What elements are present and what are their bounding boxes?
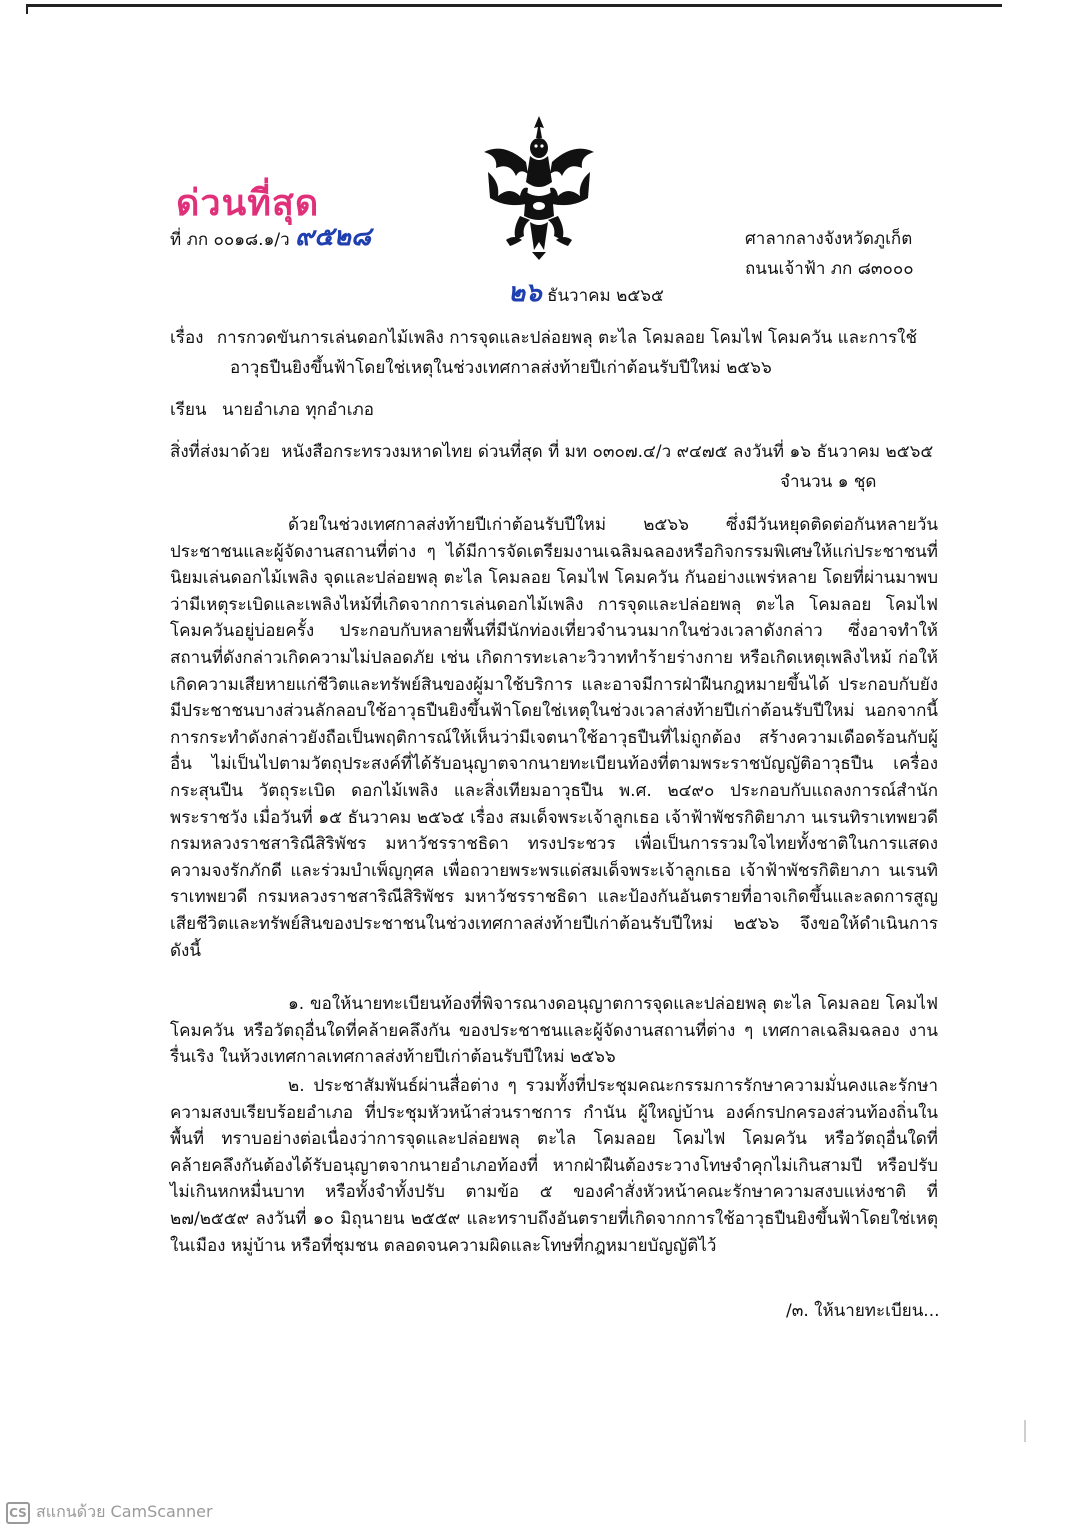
scan-margin-mark [1024,1420,1026,1442]
reference-handwritten-number: ๙๕๒๘ [295,222,371,252]
date-month-year: ธันวาคม ๒๕๖๕ [547,286,664,306]
top-border-line [26,4,1002,7]
addressee-text: นายอำเภอ ทุกอำเภอ [221,400,374,420]
garuda-emblem-icon [476,112,602,262]
addressee-label: เรียน [170,400,207,420]
camscanner-logo-icon: CS [6,1502,30,1524]
addressee [170,399,374,421]
subject-line2: อาวุธปืนยิงขึ้นฟ้าโดยใช่เหตุในช่วงเทศกาลส่งท้ายปีเก่าต้อนรับปีใหม่ ๒๕๖๖ [230,358,772,378]
subject-text1: การกวดขันการเล่นดอกไม้เพลิง การจุดและปล่อยพลุ ตะไล โคมลอย โคมไฟ โคมควัน และการใช้ [216,328,917,348]
enclosure-text: หนังสือกระทรวงมหาดไทย ด่วนที่สุด ที่ มท ๐๓๐๗.๔/ว ๙๔๗๕ ลงวันที่ ๑๖ ธันวาคม ๒๕๖๕ [281,442,934,462]
enclosure-label: สิ่งที่ส่งมาด้วย [170,442,270,462]
reference-prefix: ที่ ภก ๐๐๑๘.๑/ว [170,230,290,250]
enclosure-count: จำนวน ๑ ชุด [780,472,877,492]
office-address-line2: ถนนเจ้าฟ้า ภก ๘๓๐๐๐ [745,259,914,279]
reference-number [170,222,371,252]
office-address-line1: ศาลากลางจังหวัดภูเก็ต [745,229,913,249]
page-continuation: /๓. ให้นายทะเบียน... [786,1301,940,1321]
date-day-handwritten: ๒๖ [508,278,542,308]
urgent-stamp: ด่วนที่สุด [176,183,320,224]
subject-label: เรื่อง [170,328,204,348]
body-paragraph-1: ด้วยในช่วงเทศกาลส่งท้ายปีเก่าต้อนรับปีใหม่ ๒๕๖๖ ซึ่งมีวันหยุดติดต่อกันหลายวัน ประชาชนและผู้จัดงานสถานที่ต่าง ๆ ได้มีการจัดเตรียมงานเฉลิมฉลองหรือกิจกรรมพิเศษให้แก่ประชาชนที่นิยมเล่นดอกไม้เพลิง จุดและปล่อยพลุ ตะไล โคมลอย โคมไฟ โคมควัน กันอย่างแพร่หลาย โดยที่ผ่านมาพบว่ามีเหตุระเบิดและเพลิงไหม้ที่เกิดจากการเล่นดอกไม้เพลิง การจุดและปล่อยพลุ ตะไล โคมลอย โคมไฟ โคมควันอยู่บ่อยครั้ง ประกอบกับหลายพื้นที่มีนักท่องเที่ยวจำนวนมากในช่วงเวลาดังกล่าว ซึ่งอาจทำให้สถานที่ดังกล่าวเกิดความไม่ปลอดภัย เช่น เกิดการทะเลาะวิวาททำร้ายร่างกาย หรือเกิดเหตุเพลิงไหม้ ก่อให้เกิดความเสียหายแก่ชีวิตและทรัพย์สินของผู้มาใช้บริการ และอาจมีการฝ่าฝืนกฎหมายขึ้นได้ ประกอบกับยังมีประชาชนบางส่วนลักลอบใช้อาวุธปืนยิงขึ้นฟ้าโดยใช่เหตุในช่วงเวลาส่งท้ายปีเก่าต้อนรับปีใหม่ นอกจากนี้การกระทำดังกล่าวยังถือเป็นพฤติการณ์ให้เห็นว่ามีเจตนาใช้อาวุธปืนที่ไม่ถูกต้อง สร้างความเดือดร้อนกับผู้อื่น ไม่เป็นไปตามวัตถุประสงค์ที่ได้รับอนุญาตจากนายทะเบียนท้องที่ตามพระราชบัญญัติอาวุธปืน เครื่องกระสุนปืน วัตถุระเบิด ดอกไม้เพลิง และสิ่งเทียมอาวุธปืน พ.ศ. ๒๔๙๐ ประกอบกับแถลงการณ์สำนักพระราชวัง เมื่อวันที่ ๑๕ ธันวาคม ๒๕๖๕ เรื่อง สมเด็จพระเจ้าลูกเธอ เจ้าฟ้าพัชรกิติยาภา นเรนทิราเทพยวดี กรมหลวงราชสาริณีสิริพัชร มหาวัชรราชธิดา ทรงประชวร เพื่อเป็นการรวมใจไทยทั้งชาติในการแสดงความจงรักภักดี และร่วมบำเพ็ญกุศล เพื่อถวายพระพรแด่สมเด็จพระเจ้าลูกเธอ เจ้าฟ้าพัชรกิติยาภา นเรนทิราเทพยวดี กรมหลวงราชสาริณีสิริพัชร มหาวัชรราชธิดา และป้องกันอันตรายที่อาจเกิดขึ้นและลดการสูญเสียชีวิตและทรัพย์สินของประชาชนในช่วงเทศกาลส่งท้ายปีเก่าต้อนรับปีใหม่ ๒๕๖๖ จึงขอให้ดำเนินการ ดังนี้ [170,515,938,961]
camscanner-text: สแกนด้วย CamScanner [36,1502,213,1521]
subject-line1 [170,327,917,349]
enclosure [170,441,933,463]
left-border-tick [26,4,28,14]
camscanner-watermark [6,1500,213,1525]
document-date [508,278,664,308]
body-item-2: ๒. ประชาสัมพันธ์ผ่านสื่อต่าง ๆ รวมทั้งที่ประชุมคณะกรรมการรักษาความมั่นคงและรักษาความสงบเรียบร้อยอำเภอ ที่ประชุมหัวหน้าส่วนราชการ กำนัน ผู้ใหญ่บ้าน องค์กรปกครองส่วนท้องถิ่นในพื้นที่ ทราบอย่างต่อเนื่องว่าการจุดและปล่อยพลุ ตะไล โคมลอย โคมไฟ โคมควัน หรือวัตถุอื่นใดที่คล้ายคลึงกันต้องได้รับอนุญาตจากนายอำเภอท้องที่ หากฝ่าฝืนต้องระวางโทษจำคุกไม่เกินสามปี หรือปรับไม่เกินหกหมื่นบาท หรือทั้งจำทั้งปรับ ตามข้อ ๕ ของคำสั่งหัวหน้าคณะรักษาความสงบแห่งชาติ ที่ ๒๗/๒๕๕๙ ลงวันที่ ๑๐ มิถุนายน ๒๕๕๙ และทราบถึงอันตรายที่เกิดจากการใช้อาวุธปืนยิงขึ้นฟ้าโดยใช่เหตุในเมือง หมู่บ้าน หรือที่ชุมชน ตลอดจนความผิดและโทษที่กฎหมายบัญญัติไว้ [170,1076,938,1256]
body-item-1: ๑. ขอให้นายทะเบียนท้องที่พิจารณางดอนุญาตการจุดและปล่อยพลุ ตะไล โคมลอย โคมไฟ โคมควัน หรือวัตถุอื่นใดที่คล้ายคลึงกัน ของประชาชนและผู้จัดงานสถานที่ต่าง ๆ เทศกาลเฉลิมฉลอง งานรื่นเริง ในห้วงเทศกาลเทศกาลส่งท้ายปีเก่าต้อนรับปีใหม่ ๒๕๖๖ [170,994,938,1068]
